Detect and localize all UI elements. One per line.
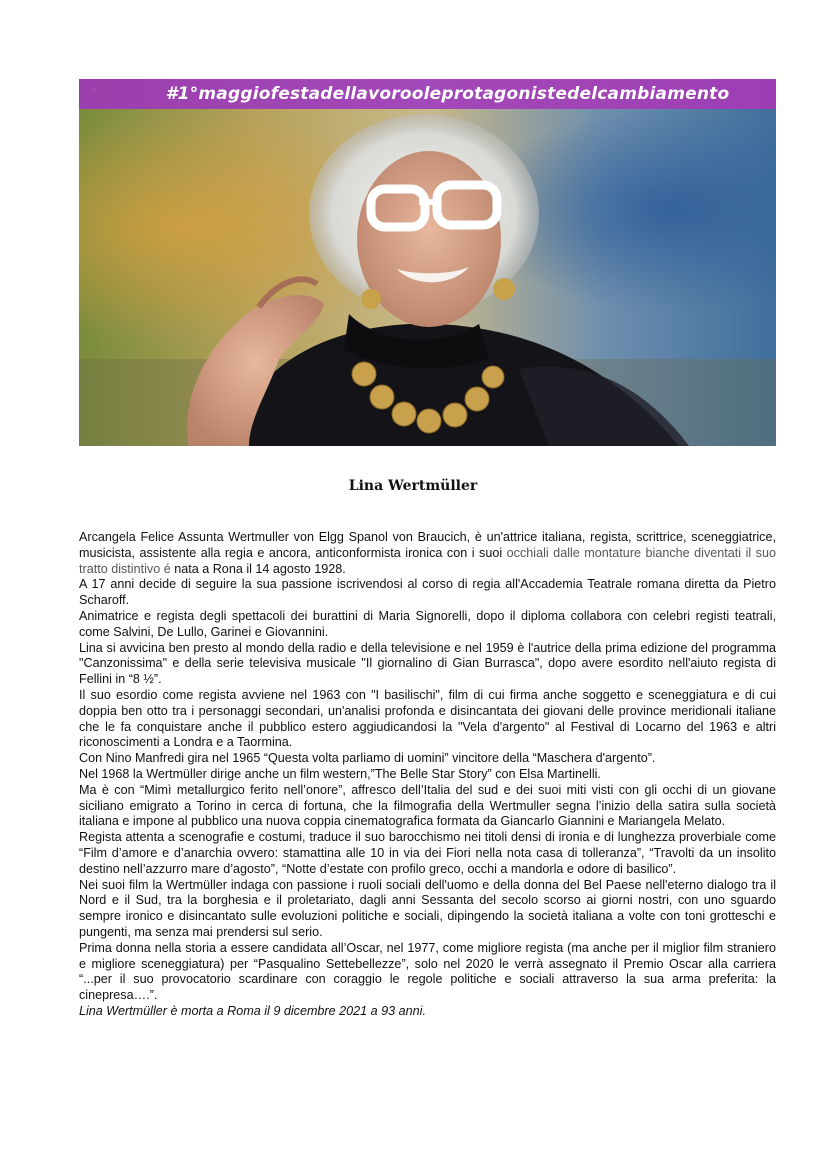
paragraph: Regista attenta a scenografie e costumi, traduce il suo barocchismo nei titoli densi di ironia e di lunghezza proverbiale come “Film d’amore e d’anarchia ovvero: stamattina alle 10 in via dei Fiori nella nota casa di tolleranza”, “Travolti da un insolito destino nell’azzurro mare d’agosto”, “Notte d’estate con profilo greco, occhi a mandorla e odore di basilico”. [79, 830, 776, 876]
paragraph: Nei suoi film la Wertmüller indaga con passione i ruoli sociali dell'uomo e della donna del Bel Paese nell'eterno dialogo tra il Nord e il Sud, tra la borghesia e il proletariato, dagli anni Sessanta del secolo scorso ai giorni nostri, con uno sguardo sempre ironico e disincantato sulle evoluzioni politiche e sociali, dipingendo la società italiana a volte con toni grotteschi e pungenti, ma senza mai prendersi sul serio. [79, 877, 776, 939]
article-body [79, 530, 776, 1020]
paragraph: Lina si avvicina ben presto al mondo della radio e della televisione e nel 1959 è l'autrice della prima edizione del programma "Canzonissima" e della serie televisiva musicale "Il giornalino di Gian Burrasca", dopo avere esordito nell'aiuto regista di Fellini in “8 ½”. [79, 640, 776, 687]
paragraph: Con Nino Manfredi gira nel 1965 “Questa volta parliamo di uomini” vincitore della “Maschera d'argento”. [79, 751, 656, 766]
page-title: Lina Wertmüller [348, 478, 478, 494]
hashtag-banner [79, 79, 776, 109]
intro-birth-text: nata a Rona il 14 agosto 1928. [170, 561, 346, 576]
intro-text: Arcangela Felice Assunta Wertmuller von Elgg Spanol von Braucich, è un'attrice italiana, regista, scrittrice, sceneggiatrice, musicista, assistente alla regia e ancora, anticonformista ironica con i suoi [79, 530, 776, 560]
paragraph: Ma è con “Mimì metallurgico ferito nell’onore”, affresco dell’Italia del sud e dei suoi miti visti con gli occhi di un giovane siciliano emigrato a Torino in cerca di fortuna, che la filmografia della Wertmuller segna l’inizio della satira sulla società italiana e impone al pubblico una nuova coppia cinematografica formata da Giancarlo Giannini e Mariangela Melato. [79, 782, 776, 829]
paragraph: Nel 1968 la Wertmüller dirige anche un film western,”The Belle Star Story” con Elsa Martinelli. [79, 766, 601, 781]
paragraph: A 17 anni decide di seguire la sua passione iscrivendosi al corso di regia all'Accademia Teatrale romana diretta da Pietro Scharoff. [79, 577, 776, 608]
banner-hashtag: #1°maggiofestadellavorooleprotagonistedelcambiamento [165, 84, 730, 104]
intro-highlight-text: occhiali dalle montature bianche diventati il suo tratto distintivo é [79, 545, 776, 576]
closing-note: Lina Wertmüller è morta a Roma il 9 dicembre 2021 a 93 anni. [79, 1003, 426, 1018]
paragraph: Animatrice e regista degli spettacoli dei burattini di Maria Signorelli, dopo il diploma collabora con celebri registi teatrali, come Salvini, De Lullo, Garinei e Giovannini. [79, 608, 776, 639]
portrait-photo [79, 109, 776, 446]
paragraph: Il suo esordio come regista avviene nel 1963 con "I basilischi", film di cui firma anche soggetto e sceneggiatura e di cui doppia ben otto tra i personaggi secondari, un'analisi profonda e disincantata dei giovani delle province meridionali italiane che le fa conquistare anche il pubblico estero aggiudicandosi la "Vela d'argento" al Festival di Locarno del 1963 e altri riconoscimenti a Londra e a Taormina. [79, 687, 776, 750]
banner-dot: · [93, 85, 96, 94]
paragraph-intro [79, 530, 776, 577]
paragraph: Prima donna nella storia a essere candidata all’Oscar, nel 1977, come migliore regista (ma anche per il miglior film straniero e migliore sceneggiatura) per “Pasqualino Settebellezze”, solo nel 2020 le verrà assegnato il Premio Oscar alla carriera “...per il suo provocatorio scardinare con coraggio le regole politiche e sociali attraverso la sua arma preferita: la cinepresa….”. [79, 940, 776, 1003]
